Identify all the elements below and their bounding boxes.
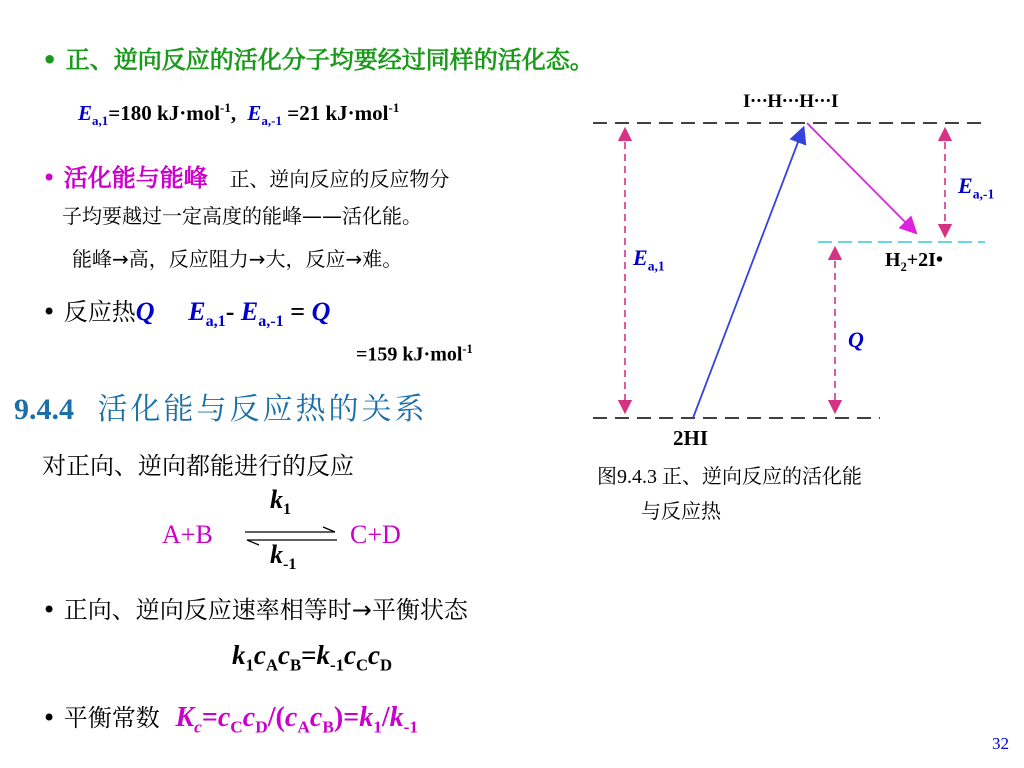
- rh-value: =159 kJ·mol: [356, 343, 463, 366]
- ec-eq: =: [201, 702, 218, 733]
- reaction-heat-value: [356, 342, 473, 367]
- ea-1-label: [958, 173, 994, 202]
- ec-cD-sub: D: [255, 717, 268, 737]
- energy-peak-title: 活化能与能峰: [63, 164, 208, 192]
- figure-caption-line2: 与反应热: [641, 499, 721, 523]
- products-CD: C+D: [350, 520, 401, 549]
- ea1-label-sub: a,1: [647, 258, 665, 274]
- rate-equation: [232, 640, 392, 675]
- ec-K-sub: c: [194, 717, 202, 737]
- bullet: •: [42, 46, 58, 74]
- re-cD: c: [368, 640, 381, 670]
- ec-k-1: k: [389, 702, 404, 733]
- rh-ea-1-symbol: E: [240, 297, 259, 326]
- bullet: •: [42, 596, 57, 624]
- ec-k1-sub: 1: [373, 717, 382, 737]
- reactants-label: 2HI: [673, 426, 709, 450]
- products-rest: +2I•: [906, 249, 943, 271]
- re-k1-sub: 1: [245, 655, 254, 675]
- rh-exp: -1: [462, 342, 473, 356]
- energy-peak-line3: 能峰→高，反应阻力→大，反应→难。: [72, 247, 403, 271]
- ea-1-label-sub: a,-1: [972, 186, 995, 202]
- rh-ea1-sub: a,1: [205, 313, 226, 331]
- reaction-heat-label: 反应热: [63, 298, 136, 326]
- k-top-sub: 1: [283, 501, 292, 519]
- ec-cC-sub: C: [230, 717, 243, 737]
- energy-peak-text1: 正、逆向反应的反应物分: [229, 167, 450, 191]
- figure-caption-line1: 图9.4.3 正、逆向反应的活化能: [597, 466, 862, 488]
- re-cB: c: [277, 640, 290, 670]
- ec-k1: k: [359, 702, 374, 733]
- forward-path: [693, 129, 803, 418]
- energy-diagram-svg: [585, 85, 1005, 525]
- ea1-symbol: E: [78, 101, 93, 125]
- re-cC-sub: C: [355, 655, 369, 675]
- ec-cA: c: [284, 702, 298, 733]
- rh-ea-1-sub: a,-1: [258, 313, 284, 331]
- re-cD-sub: D: [380, 655, 393, 675]
- ea-1-exp: -1: [388, 100, 400, 115]
- re-k1: k: [232, 640, 246, 670]
- ec-slash2: /: [381, 702, 390, 733]
- ea-1-value: =21 kJ·mol: [282, 101, 389, 125]
- ec-cB-sub: B: [322, 717, 334, 737]
- ec-slash: /(: [267, 702, 285, 733]
- page-number: 32: [992, 734, 1009, 753]
- re-cC: c: [343, 640, 356, 670]
- forward-reverse-text: 对正向、逆向都能进行的反应: [42, 452, 354, 480]
- ec-cA-sub: A: [297, 717, 310, 737]
- k-bottom: [270, 540, 296, 574]
- equilibrium-constant-line: [42, 698, 418, 738]
- ec-k-1-sub: -1: [403, 717, 419, 737]
- ec-K: K: [175, 702, 195, 733]
- ea1-value: =180 kJ·mol: [108, 101, 221, 125]
- reaction-heat-line: [42, 292, 330, 331]
- k-top: [270, 485, 291, 519]
- ec-close: )=: [333, 702, 360, 733]
- ea-1-sub: a,-1: [261, 113, 282, 129]
- ea1-label-E: E: [633, 245, 648, 270]
- bullet: •: [42, 164, 57, 192]
- eq-constant-formula: [175, 702, 419, 737]
- products-label: [885, 249, 943, 275]
- re-cA: c: [253, 640, 266, 670]
- ea1-exp: -1: [220, 100, 231, 115]
- intro-line: [42, 40, 594, 75]
- products-sub: 2: [900, 260, 907, 274]
- rh-ea1-symbol: E: [188, 297, 206, 326]
- k-bottom-symbol: k: [270, 540, 283, 569]
- q-label: Q: [848, 327, 864, 352]
- energy-peak-line1: [42, 158, 449, 193]
- rh-Q: Q: [311, 297, 331, 326]
- transition-state-label: I···H···H···I: [743, 91, 838, 112]
- ea-separator: ,: [230, 101, 237, 125]
- energy-diagram: [585, 85, 1005, 525]
- equilibrium-state-text: 正向、逆向反应速率相等时→平衡状态: [63, 596, 468, 624]
- ea-1-label-E: E: [958, 173, 973, 198]
- ea-1-symbol: E: [247, 101, 262, 125]
- re-k-1-sub: -1: [330, 655, 344, 675]
- reactants-AB: A+B: [162, 520, 213, 549]
- re-eq: =: [301, 640, 317, 670]
- re-cA-sub: A: [265, 655, 278, 675]
- energy-peak-line2: 子均要越过一定高度的能峰——活化能。: [62, 204, 422, 228]
- ea-values-line: [78, 100, 399, 129]
- bullet: •: [42, 298, 57, 326]
- section-heading: [14, 384, 428, 428]
- reaction-heat-Q: Q: [135, 297, 155, 326]
- ea1-label: [633, 245, 665, 274]
- ec-cC: c: [217, 702, 231, 733]
- ec-cB: c: [309, 702, 323, 733]
- section-title: 活化能与反应热的关系: [97, 392, 428, 427]
- rh-equals: =: [290, 297, 306, 326]
- section-number: 9.4.4: [14, 393, 74, 426]
- rh-minus: -: [225, 297, 235, 326]
- descent-path: [807, 123, 915, 232]
- equilibrium-state-line: [42, 590, 468, 625]
- bullet: •: [42, 704, 57, 732]
- k-top-symbol: k: [270, 485, 283, 514]
- eq-constant-label: 平衡常数: [63, 704, 160, 732]
- ec-cD: c: [242, 702, 256, 733]
- intro-text: 正、逆向反应的活化分子均要经过同样的活化态。: [65, 46, 594, 74]
- products-H: H: [885, 249, 901, 271]
- re-cB-sub: B: [289, 655, 302, 675]
- k-bottom-sub: -1: [283, 556, 297, 574]
- re-k-1: k: [316, 640, 330, 670]
- ea1-sub: a,1: [92, 113, 109, 129]
